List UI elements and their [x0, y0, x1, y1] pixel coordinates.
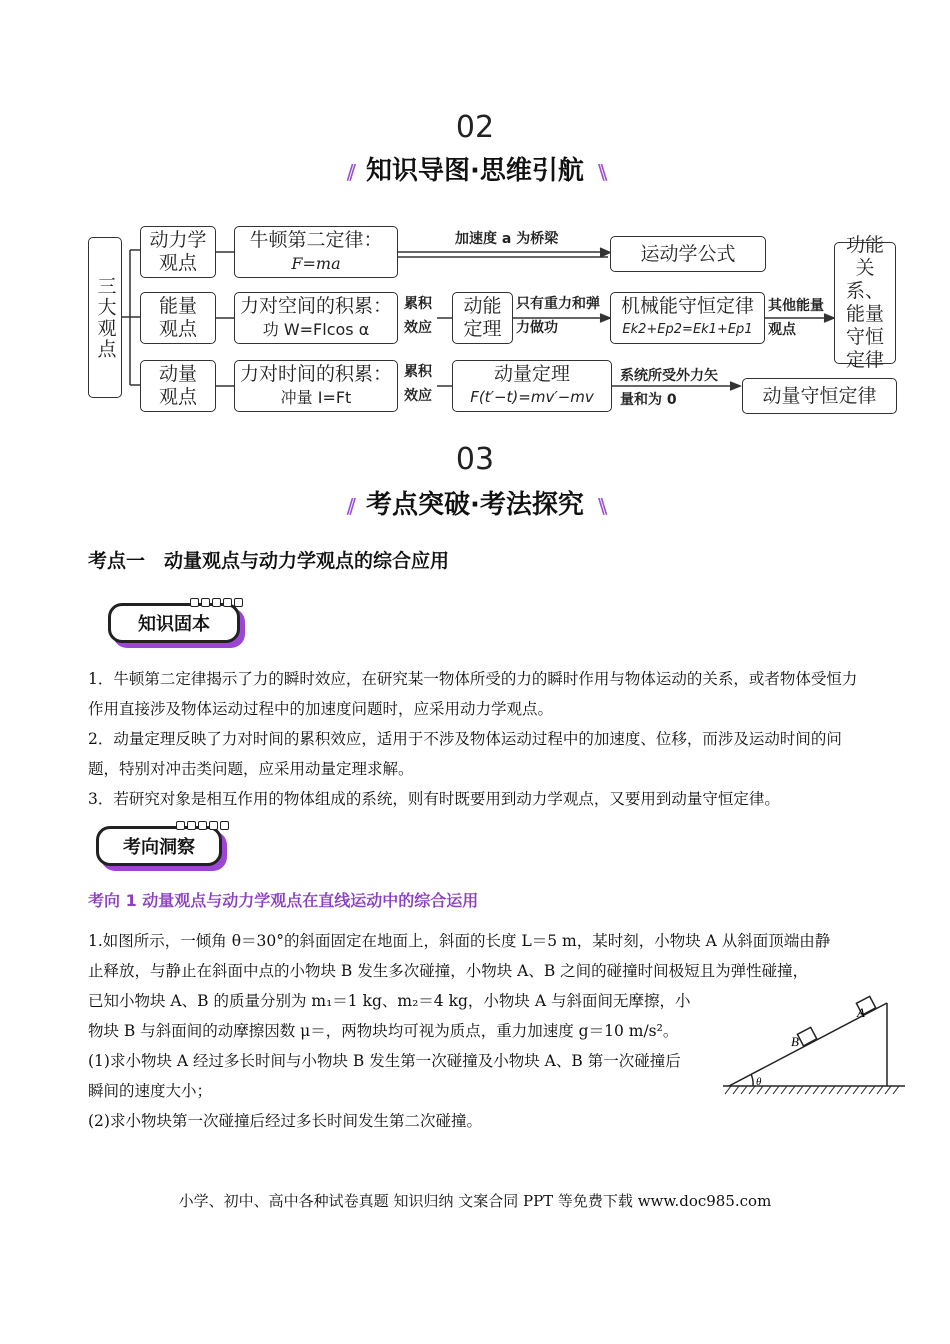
figure-label-a: A	[857, 1005, 865, 1020]
mindmap-energy-view: 能量观点	[140, 292, 216, 344]
section-number-02: 02	[0, 110, 950, 145]
mindmap-mech-energy-conservation: 机械能守恒定律 Ek2+Ep2=Ek1+Ep1	[610, 292, 765, 344]
section-number-03: 03	[0, 442, 950, 477]
problem-line-1: 1.如图所示，一倾角 θ＝30°的斜面固定在地面上，斜面的长度 L＝5 m，某时刻，小物块 A 从斜面顶端由静	[88, 932, 831, 950]
tag-dots-decoration-2	[176, 821, 229, 829]
incline-figure	[715, 995, 915, 1100]
mindmap-kinetic-theorem: 动能定理	[452, 292, 513, 344]
kaodian-heading: 考点一 动量观点与动力学观点的综合应用	[88, 550, 450, 572]
mindmap-accum-label-momentum: 累积效应	[404, 364, 432, 404]
section-title-03: // 考点突破·考法探究 \\	[0, 484, 950, 521]
mindmap-newton-second-law: 牛顿第二定律： F=ma	[234, 226, 398, 278]
paragraph-3: 3．若研究对象是相互作用的物体组成的系统，则有时既要用到动力学观点，又要用到动量守恒定律。	[88, 790, 780, 808]
mindmap-accel-bridge-label: 加速度 a 为桥梁	[455, 231, 559, 247]
tag-dots-decoration	[190, 598, 243, 606]
mindmap-momentum-theorem: 动量定理 F(t′−t)=mv′−mv	[452, 360, 612, 412]
mindmap-accum-label-energy: 累积效应	[404, 296, 432, 336]
tag-knowledge-foundation: 知识固本	[108, 603, 240, 643]
figure-label-theta: θ	[756, 1076, 762, 1088]
problem-line-7: (2)求小物块第一次碰撞后经过多长时间发生第二次碰撞。	[88, 1112, 482, 1130]
section-title-02: // 知识导图·思维引航 \\	[0, 150, 950, 187]
problem-line-2: 止释放，与静止在斜面中点的小物块 B 发生多次碰撞，小物块 A、B 之间的碰撞时间极短且为弹性碰撞，	[88, 962, 809, 980]
tag-direction-insight: 考向洞察	[96, 826, 222, 866]
mindmap-gravity-condition: 只有重力和弹力做功	[516, 296, 600, 336]
paragraph-1: 1．牛顿第二定律揭示了力的瞬时效应，在研究某一物体所受的力的瞬时作用与物体运动的关系，或者物体受恒力作用直接涉及物体运动过程中的加速度问题时，应采用动力学观点。	[88, 670, 858, 718]
mindmap-other-energy: 其他能量观点	[768, 298, 824, 338]
kaoxiang-heading: 考向 1 动量观点与动力学观点在直线运动中的综合运用	[88, 891, 479, 910]
page-footer: 小学、初中、高中各种试卷真题 知识归纳 文案合同 PPT 等免费下载 www.doc985.com	[178, 1192, 772, 1210]
mindmap-momentum-conservation: 动量守恒定律	[742, 378, 897, 414]
figure-label-b: B	[791, 1034, 799, 1049]
mindmap-external-force-condition: 系统所受外力矢量和为 0	[620, 368, 718, 408]
mindmap-work-energy-relation: 功能关系、能量守恒定律	[834, 242, 896, 364]
problem-line-4: 物块 B 与斜面间的动摩擦因数 μ＝，两物块均可视为质点，重力加速度 g＝10 m/s²。	[88, 1022, 679, 1040]
mindmap-impulse: 力对时间的积累： 冲量 I=Ft	[234, 360, 398, 412]
problem-line-3: 已知小物块 A、B 的质量分别为 m₁＝1 kg、m₂＝4 kg，小物块 A 与斜面间无摩擦，小	[88, 992, 691, 1010]
mindmap-dynamics-view: 动力学观点	[140, 226, 216, 278]
mindmap-root: 三大观点	[88, 237, 122, 398]
problem-line-5: (1)求小物块 A 经过多长时间与小物块 B 发生第一次碰撞及小物块 A、B 第一次碰撞后	[88, 1052, 681, 1070]
mindmap-momentum-view: 动量观点	[140, 360, 216, 412]
paragraph-2: 2．动量定理反映了力对时间的累积效应，适用于不涉及物体运动过程中的加速度、位移，而涉及运动时间的问题，特别对冲击类问题，应采用动量定理求解。	[88, 730, 842, 778]
mindmap-kinematics: 运动学公式	[610, 236, 766, 272]
problem-line-6: 瞬间的速度大小；	[88, 1082, 213, 1100]
mindmap-work: 力对空间的积累： 功 W=Flcos α	[234, 292, 398, 344]
